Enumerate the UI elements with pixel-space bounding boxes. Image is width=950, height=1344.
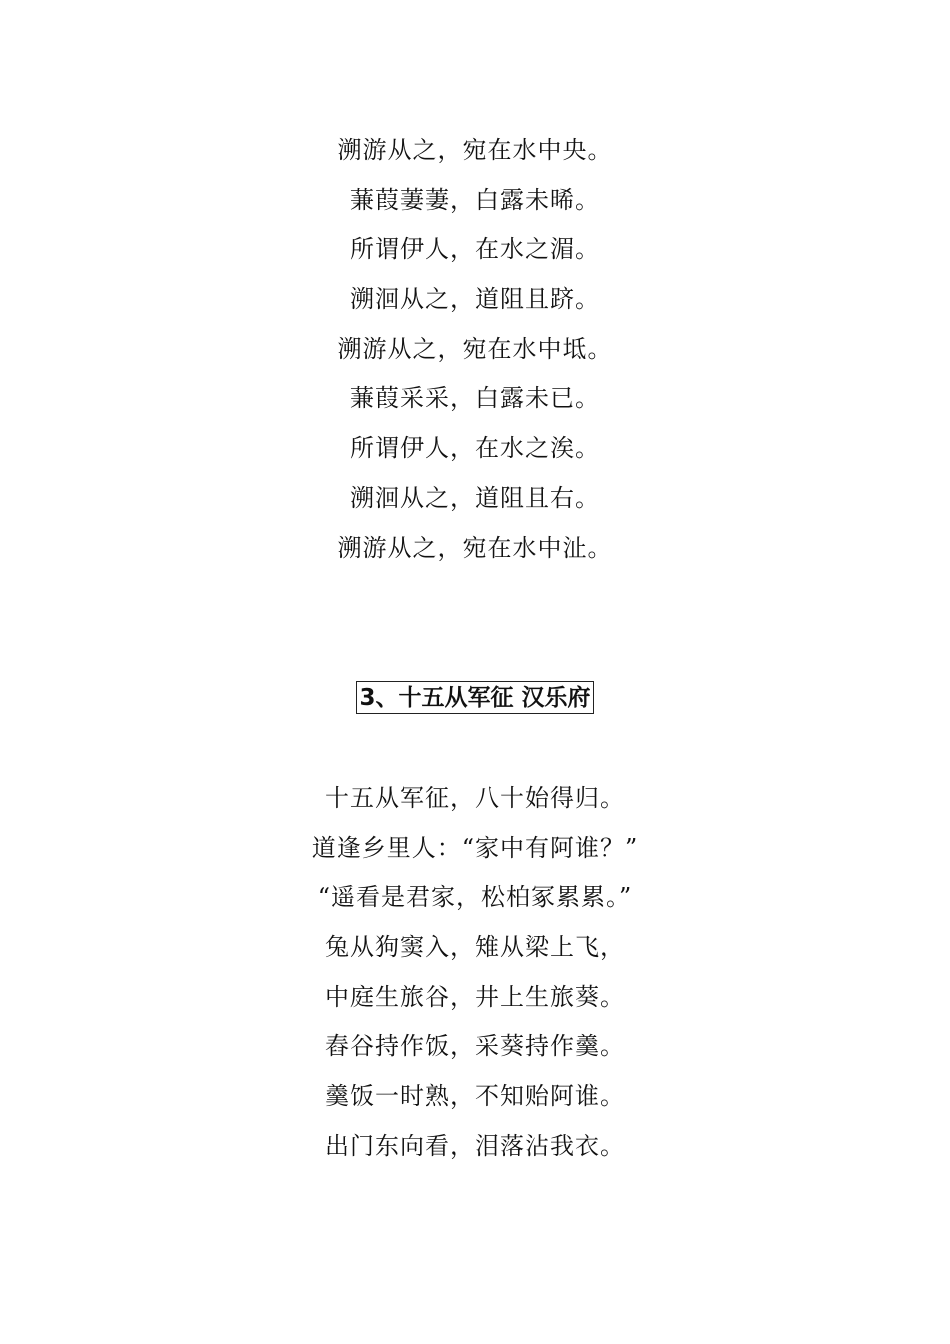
poem-line: “遥看是君家，松柏冢累累。” (317, 883, 633, 912)
poem-line: 溯游从之，宛在水中央。 (337, 136, 613, 164)
poem-line: 蒹葭萋萋，白露未晞。 (350, 185, 600, 214)
poem-line: 蒹葭采采，白露未已。 (350, 384, 600, 413)
poem-line: 溯洄从之，道阻且跻。 (350, 285, 600, 314)
poem-line: 所谓伊人，在水之湄。 (350, 235, 600, 264)
poem-line: 所谓伊人，在水之涘。 (350, 434, 600, 463)
poem-jianjia-stanza (0, 128, 950, 575)
poem-line: 出门东向看，泪落沾我衣。 (325, 1131, 625, 1160)
section-heading: 3、十五从军征 汉乐府 (356, 681, 593, 714)
poem-line: 溯游从之，宛在水中坻。 (337, 334, 613, 363)
poem-line: 十五从军征，八十始得归。 (325, 784, 625, 812)
poem-line: 舂谷持作饭，采葵持作羹。 (325, 1032, 625, 1061)
poem-line: 中庭生旅谷，井上生旅葵。 (325, 982, 625, 1011)
section-heading-wrap (0, 681, 950, 714)
poem-line: 溯游从之，宛在水中沚。 (337, 533, 613, 562)
poem-line: 羹饭一时熟，不知贻阿谁。 (325, 1082, 625, 1111)
poem-line: 溯洄从之，道阻且右。 (350, 483, 600, 512)
poem-line: 道逢乡里人：“家中有阿谁？” (311, 833, 639, 862)
poem-shiwu-stanza (0, 776, 950, 1174)
poem-line: 兔从狗窦入，雉从梁上飞， (325, 933, 625, 962)
